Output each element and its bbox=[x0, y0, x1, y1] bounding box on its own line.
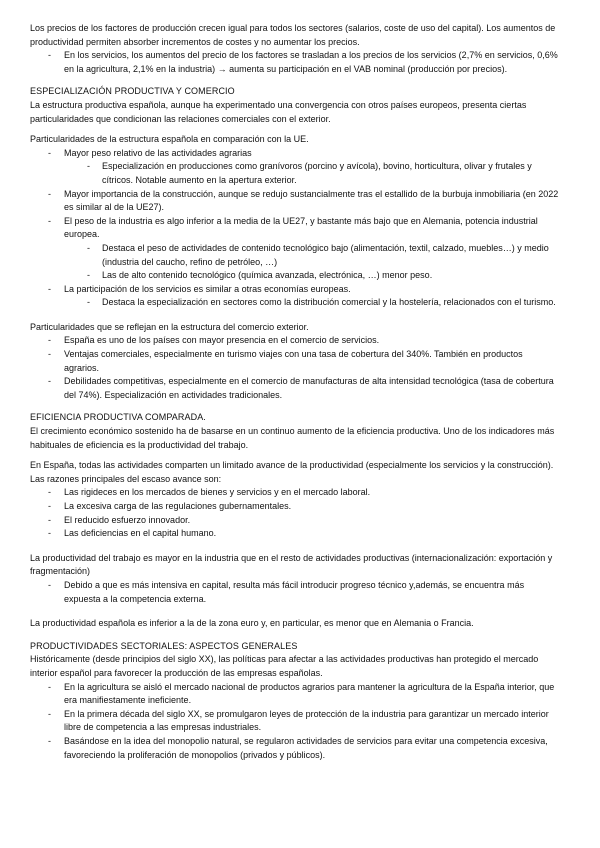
list-item: - En la agricultura se aisló el mercado nacional de productos agrarios para mantener la agricultura de la España interior, que era manifiestamente ineficiente. bbox=[30, 681, 560, 708]
list-item: - Las deficiencias en el capital humano. bbox=[30, 527, 560, 541]
paragraph: La productividad del trabajo es mayor en la industria que en el resto de actividades productivas (internacionalización: exportación y fragmentación) bbox=[30, 552, 553, 577]
section-heading-eficiencia: EFICIENCIA PRODUCTIVA COMPARADA. bbox=[30, 412, 206, 423]
intro-list bbox=[30, 49, 560, 76]
paragraph: Particularidades que se reflejan en la estructura del comercio exterior. bbox=[30, 321, 309, 332]
paragraph: La estructura productiva española, aunque ha experimentado una convergencia con otros países europeos, presenta ciertas particularidades que condicionan las relaciones comerciales con el exterior. bbox=[30, 99, 527, 124]
section-heading-especializacion: ESPECIALIZACIÓN PRODUCTIVA Y COMERCIO bbox=[30, 86, 235, 97]
list-item: - El peso de la industria es algo inferior a la media de la UE27, y bastante más bajo que en Alemania, potencia industrial europea. bbox=[30, 215, 560, 242]
comercio-exterior-list bbox=[30, 334, 560, 402]
particularidades-list bbox=[30, 147, 560, 310]
sub-list-item: - Destaca la especialización en sectores como la distribución comercial y la hostelería, relacionados con el turismo. bbox=[30, 296, 560, 310]
intro-paragraph: Los precios de los factores de producción crecen igual para todos los sectores (salarios, coste de uso del capital). Los aumentos de productividad permiten absorber incrementos de costes y no aumentar los precios. bbox=[30, 23, 556, 47]
list-item: - Las rigideces en los mercados de bienes y servicios y en el mercado laboral. bbox=[30, 486, 560, 500]
industria-list bbox=[30, 579, 560, 606]
sub-list-item: - Las de alto contenido tecnológico (química avanzada, electrónica, …) menor peso. bbox=[30, 269, 560, 283]
list-item: - Debilidades competitivas, especialmente en el comercio de manufacturas de alta intensidad tecnológica (tasa de cobertura del 74%). Especialización en actividades tradicionales. bbox=[30, 375, 560, 402]
list-item: - Debido a que es más intensiva en capital, resulta más fácil introducir progreso técnico y,además, se encuentra más expuesta a la competencia externa. bbox=[30, 579, 560, 606]
paragraph: En España, todas las actividades comparten un limitado avance de la productividad (especialmente los servicios y la construcción). Las razones principales del escaso avance son: bbox=[30, 460, 554, 484]
razones-list bbox=[30, 486, 560, 540]
list-item: - La excesiva carga de las regulaciones gubernamentales. bbox=[30, 500, 560, 514]
paragraph: Históricamente (desde principios del siglo XX), las políticas para afectar a las actividades productivas han protegido el mercado interior español para favorecer la producción de las empresas españolas. bbox=[30, 654, 539, 678]
list-item: - La participación de los servicios es similar a otras economías europeas. bbox=[30, 283, 560, 297]
politicas-list bbox=[30, 681, 560, 763]
list-item: - En los servicios, los aumentos del precio de los factores se trasladan a los precios de los servicios (2,7% en servicios, 0,6% en la agricultura, 2,1% en la industria) → aumenta su participación en el VAB nominal (producción por precios). bbox=[30, 49, 560, 76]
list-item: - Mayor peso relativo de las actividades agrarias bbox=[30, 147, 560, 161]
sub-list-item: - Destaca el peso de actividades de contenido tecnológico bajo (alimentación, textil, calzado, muebles…) y medio (industria del caucho, refino de petróleo, …) bbox=[30, 242, 560, 269]
list-item: - Ventajas comerciales, especialmente en turismo viajes con una tasa de cobertura del 340%. También en productos agrarios. bbox=[30, 348, 560, 375]
section-heading-productividades: PRODUCTIVIDADES SECTORIALES: ASPECTOS GENERALES bbox=[30, 640, 298, 651]
paragraph: El crecimiento económico sostenido ha de basarse en un continuo aumento de la eficiencia productiva. Uno de los indicadores más habituales de eficiencia es la productividad del trabajo. bbox=[30, 426, 555, 450]
list-item: - Mayor importancia de la construcción, aunque se redujo sustancialmente tras el estallido de la burbuja inmobiliaria (en 2022 es similar al de la UE27). bbox=[30, 188, 560, 215]
paragraph: Particularidades de la estructura española en comparación con la UE. bbox=[30, 134, 309, 145]
paragraph: La productividad española es inferior a la de la zona euro y, en particular, es menor que en Alemania o Francia. bbox=[30, 618, 474, 629]
list-item: - Basándose en la idea del monopolio natural, se regularon actividades de servicios para evitar una competencia excesiva, favoreciendo la proliferación de monopolios (privados y públicos). bbox=[30, 735, 560, 762]
sub-list-item: - Especialización en producciones como granívoros (porcino y avícola), bovino, horticultura, olivar y frutales y cítricos. Notable aumento en la apertura exterior. bbox=[30, 160, 560, 187]
list-item: - El reducido esfuerzo innovador. bbox=[30, 514, 560, 528]
list-item: - En la primera década del siglo XX, se promulgaron leyes de protección de la industria para garantizar un mercado interior libre de competencia a las empresas industriales. bbox=[30, 708, 560, 735]
list-item: - España es uno de los países con mayor presencia en el comercio de servicios. bbox=[30, 334, 560, 348]
